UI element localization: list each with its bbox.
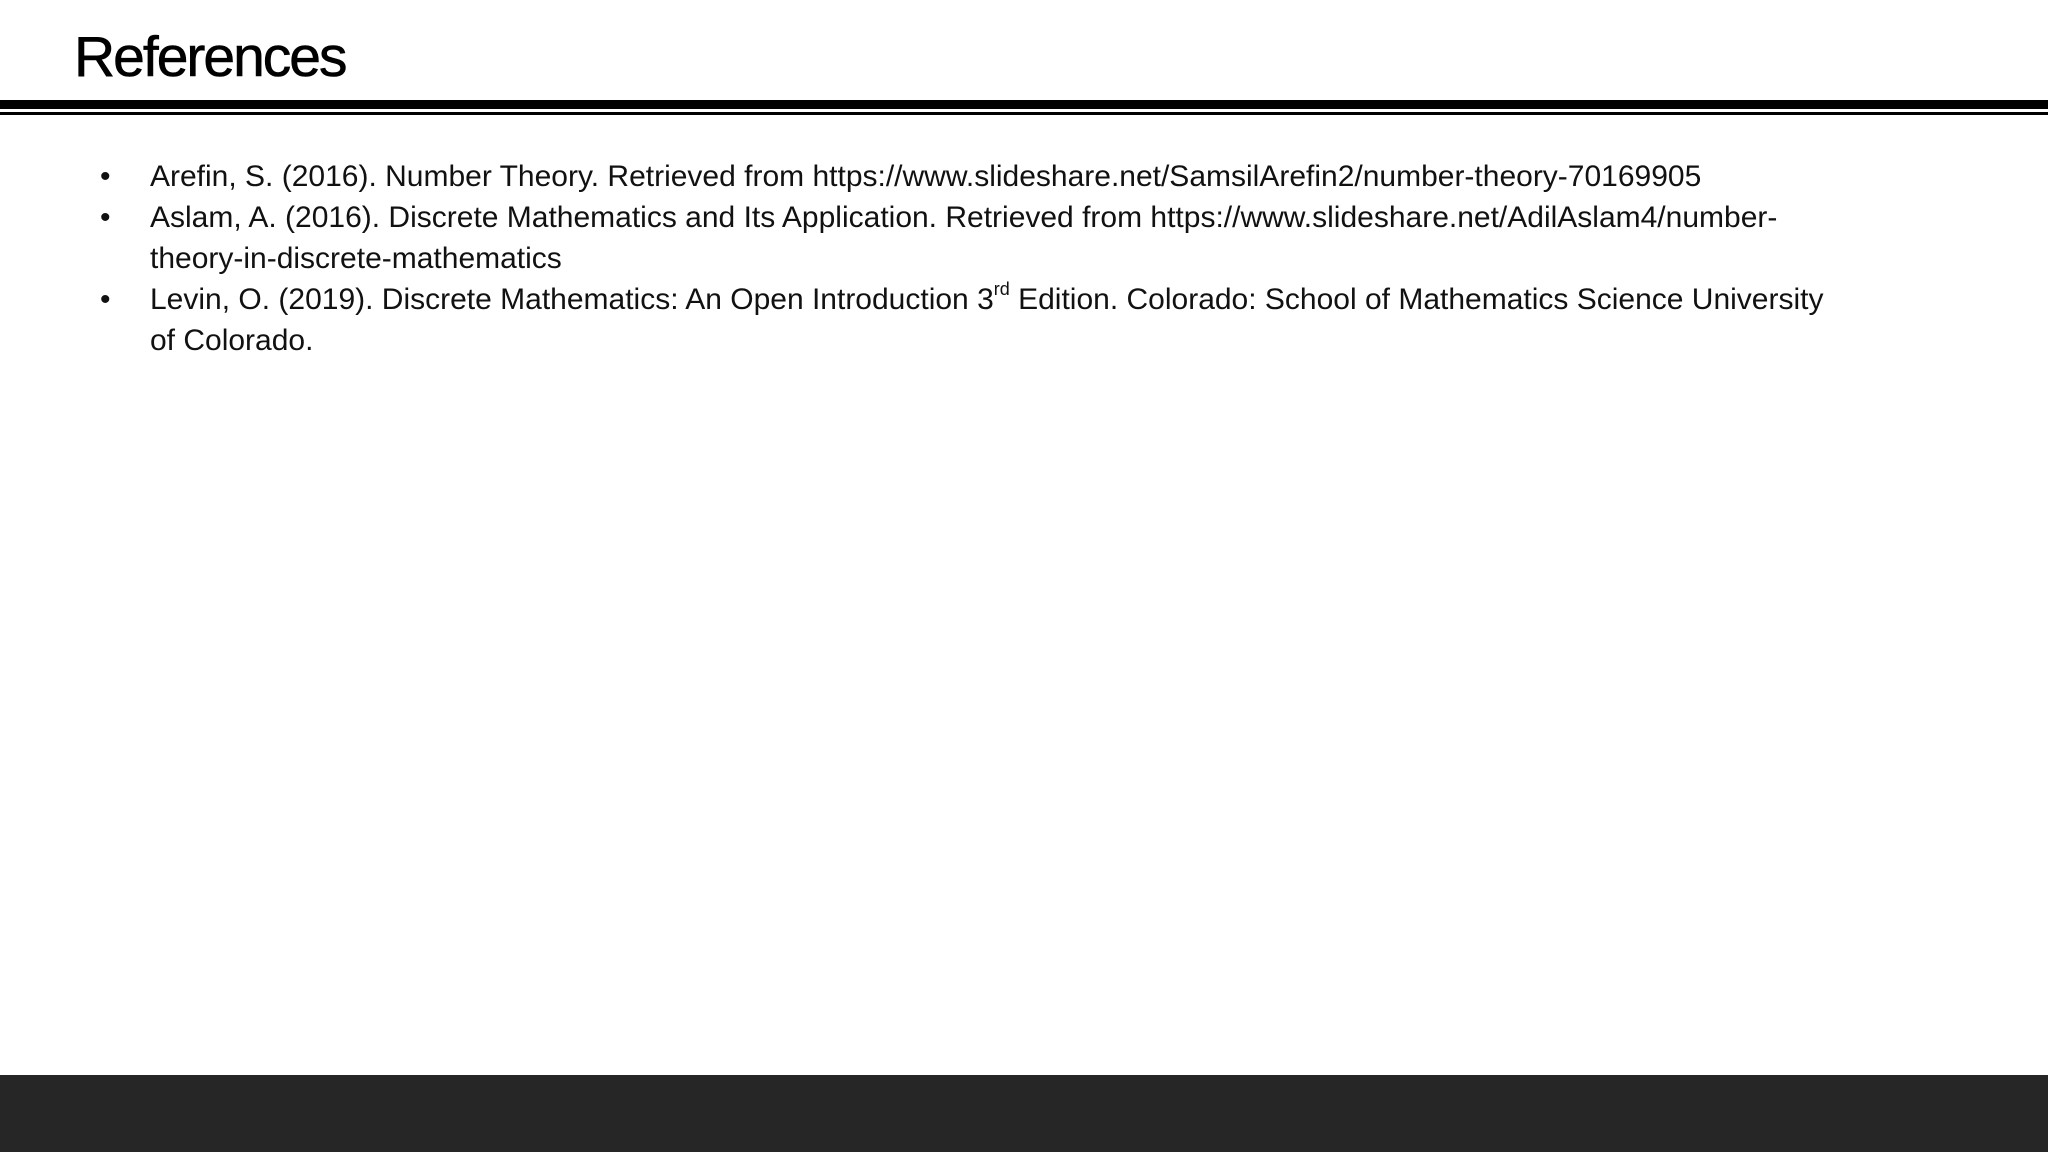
reference-text: Arefin, S. (2016). Number Theory. Retrieved from https://www.slideshare.net/SamsilArefin2/number-theory-70169905	[150, 160, 1702, 193]
reference-item	[0, 156, 2048, 197]
reference-item	[0, 279, 2048, 361]
reference-text: Levin, O. (2019). Discrete Mathematics: An Open Introduction 3	[150, 283, 994, 316]
reference-text-continuation: theory-in-discrete-mathematics	[150, 242, 562, 275]
footer-bar	[0, 1075, 2048, 1152]
title-divider-thick	[0, 100, 2048, 109]
reference-text-continuation: of Colorado.	[150, 324, 314, 357]
reference-text: Edition. Colorado: School of Mathematics Science University	[1009, 283, 1824, 316]
ordinal-superscript: rd	[993, 279, 1010, 299]
reference-text: Aslam, A. (2016). Discrete Mathematics and Its Application. Retrieved from https://www.slideshare.net/AdilAslam4/number-	[150, 201, 1778, 234]
title-divider-thin	[0, 112, 2048, 115]
slide-title: References	[74, 25, 346, 89]
reference-list	[0, 156, 2048, 361]
reference-item	[0, 197, 2048, 279]
